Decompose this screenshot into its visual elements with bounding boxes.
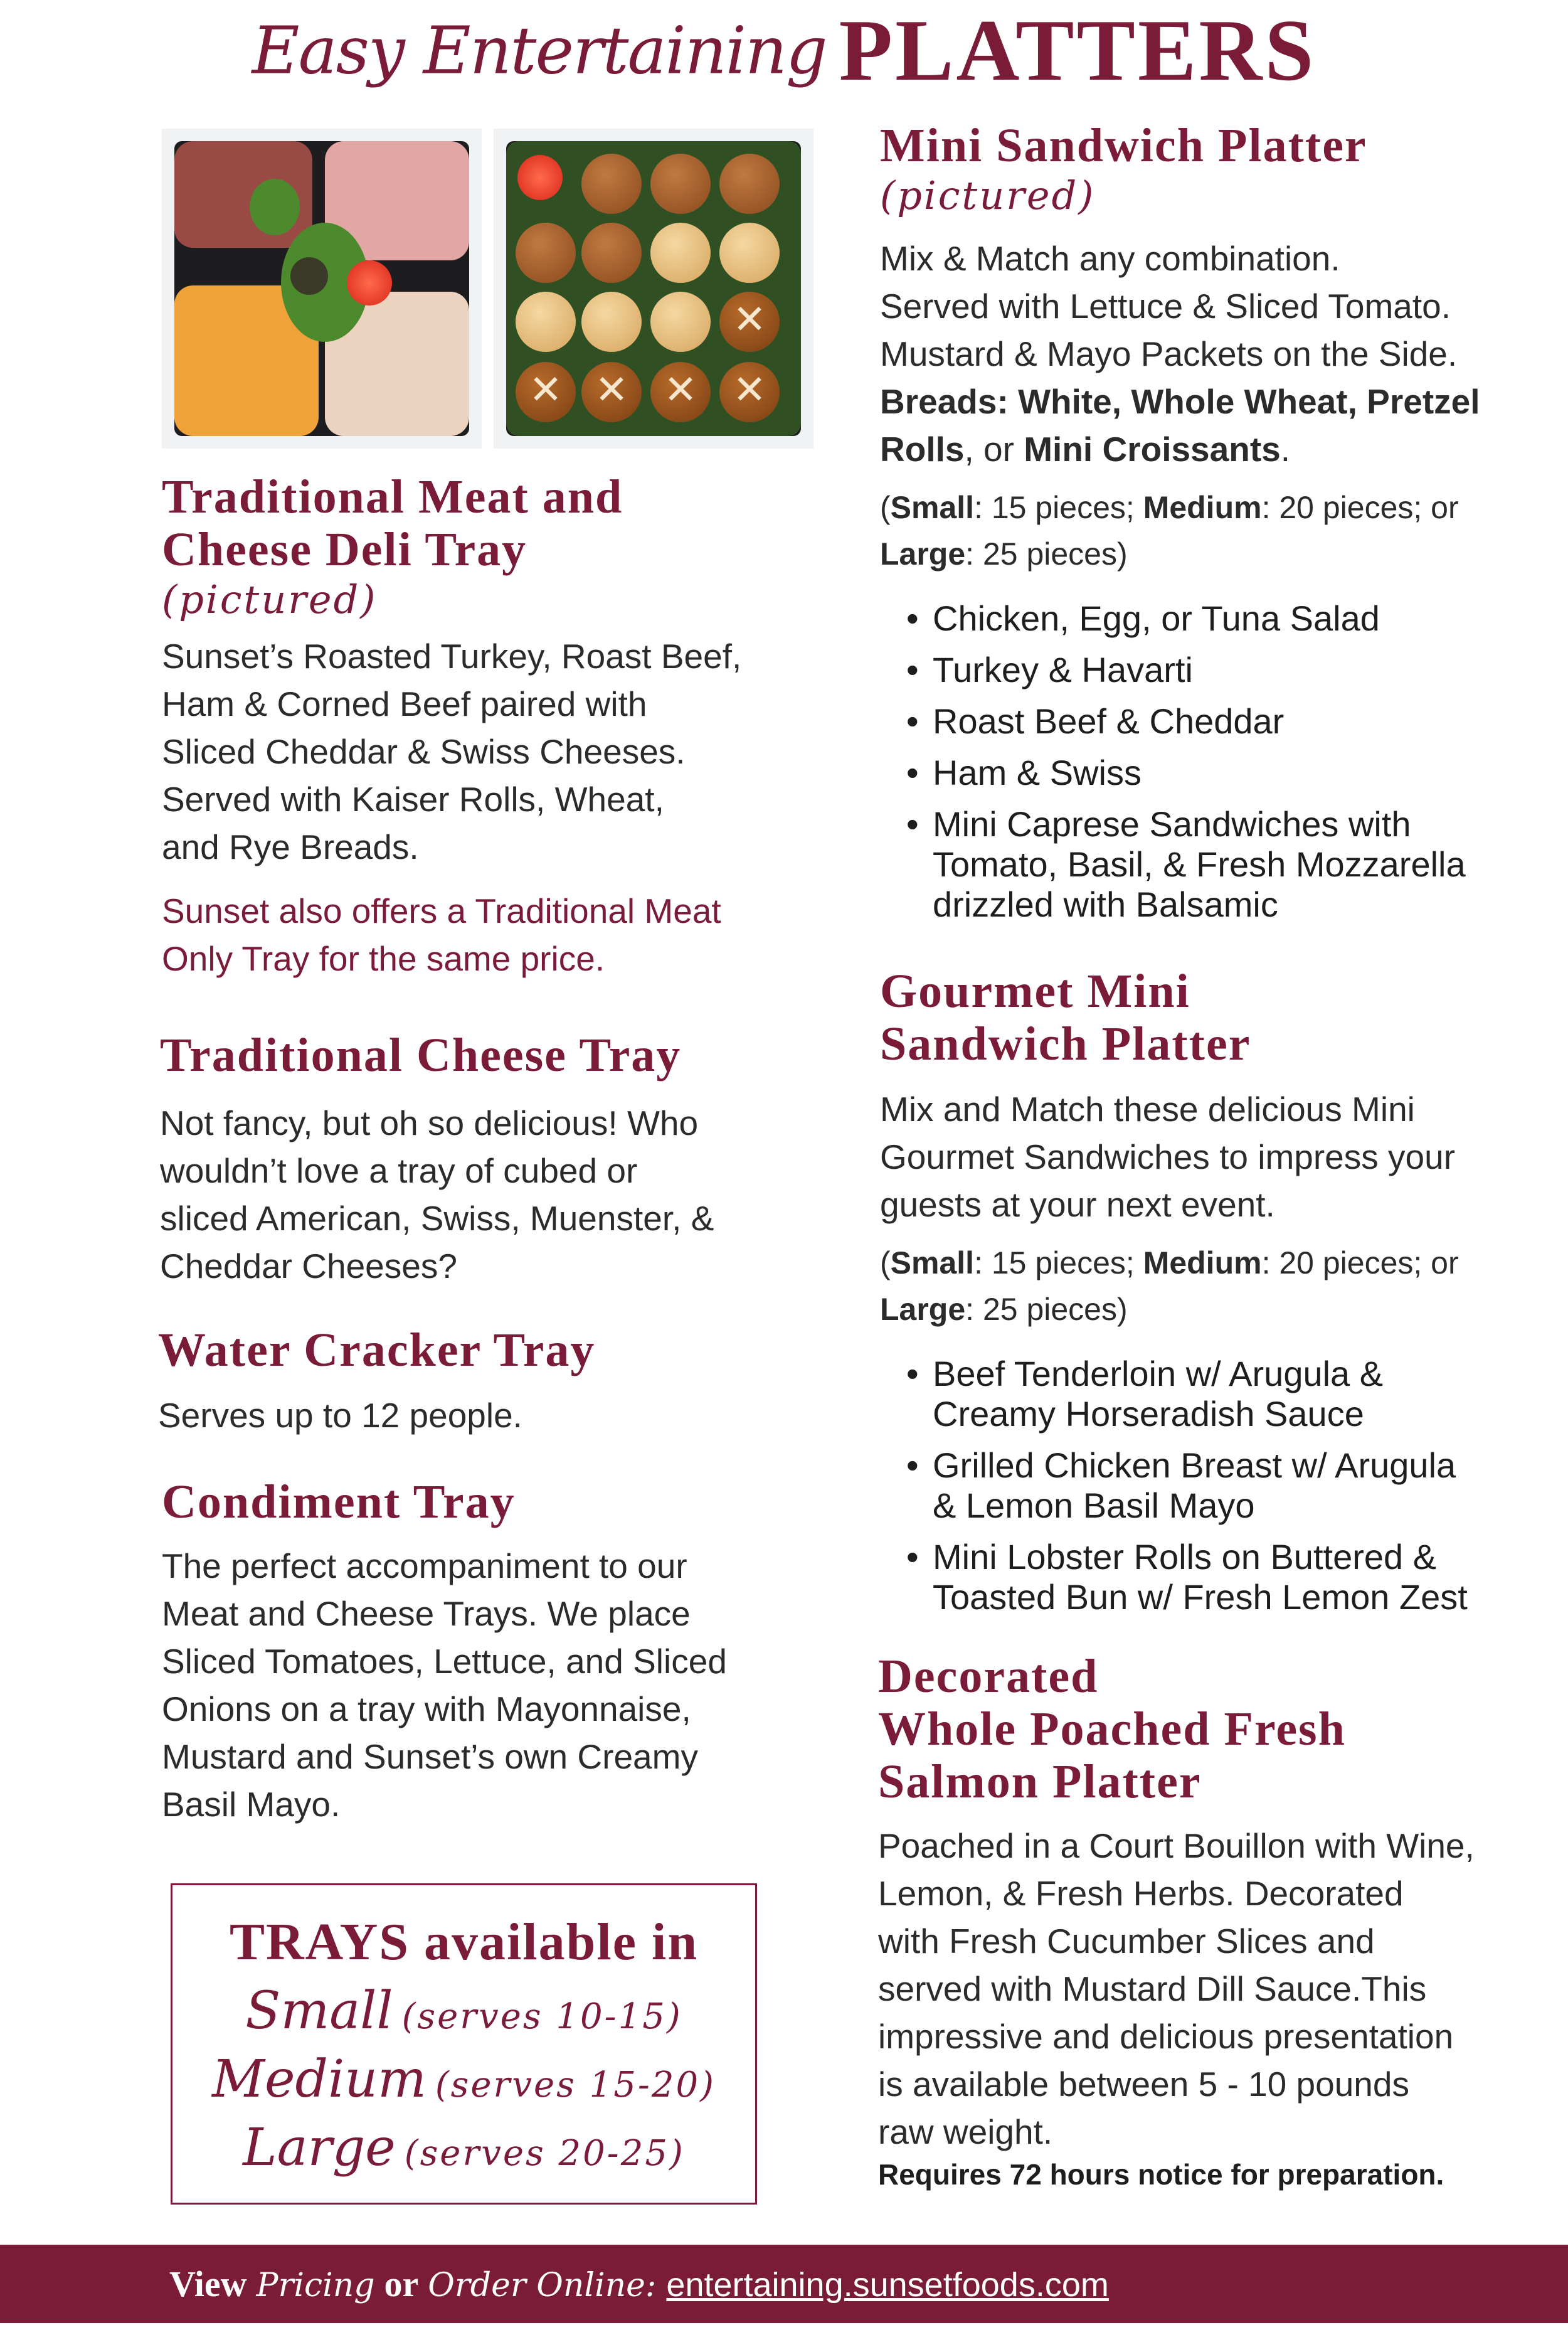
mini-sandwich-list xyxy=(903,599,1545,925)
deli-tray-title-line1: Traditional Meat and xyxy=(162,471,623,523)
medium-label: Medium xyxy=(1143,1245,1262,1280)
salmon-description xyxy=(878,1822,1555,2156)
paren: ( xyxy=(880,490,891,525)
breads-croissants: Mini Croissants xyxy=(1024,430,1281,469)
gourmet-list xyxy=(903,1354,1545,1617)
desc-line: Sunset’s Roasted Turkey, Roast Beef, xyxy=(162,637,742,676)
page-title xyxy=(0,0,1568,99)
item-line: Creamy Horseradish Sauce xyxy=(933,1394,1364,1434)
desc-line: Mustard & Mayo Packets on the Side. xyxy=(880,334,1458,373)
tomato-rose-garnish xyxy=(347,260,392,306)
wheat-roll xyxy=(719,154,780,214)
breads-end: . xyxy=(1280,430,1291,469)
footer-or: or xyxy=(384,2264,419,2304)
breads-or: , or xyxy=(964,430,1024,469)
cheese-tray-section xyxy=(160,1029,787,1290)
wheat-roll xyxy=(650,154,711,214)
deli-tray-description xyxy=(162,632,789,871)
note-line: Only Tray for the same price. xyxy=(162,939,605,978)
footer-view: View xyxy=(169,2264,247,2304)
item-line: • Grilled Chicken Breast w/ Arugula xyxy=(933,1445,1456,1485)
condiment-tray-section xyxy=(162,1476,789,1828)
desc-line: Served with Lettuce & Sliced Tomato. xyxy=(880,287,1451,326)
white-roll xyxy=(650,223,711,283)
size-serves: (serves 10-15) xyxy=(401,1996,682,2037)
desc-line: Mustard and Sunset’s own Creamy xyxy=(162,1737,698,1776)
small-label: Small xyxy=(890,1245,975,1280)
note-line: Sunset also offers a Traditional Meat xyxy=(162,891,721,930)
small-value: : 15 pieces; xyxy=(974,490,1143,525)
large-label: Large xyxy=(880,536,966,572)
salmon-title-line2: Whole Poached Fresh xyxy=(878,1703,1346,1755)
desc-line: raw weight. xyxy=(878,2112,1053,2151)
wheat-roll xyxy=(581,154,642,214)
mini-sandwich-description xyxy=(880,235,1545,473)
size-name: Large xyxy=(243,2118,396,2178)
desc-line: Served with Kaiser Rolls, Wheat, xyxy=(162,780,664,819)
deli-tray-section xyxy=(162,471,789,982)
mini-sandwich-title: Mini Sandwich Platter xyxy=(880,119,1367,172)
footer-cta xyxy=(169,2245,1109,2323)
deli-tray-pictured: (pictured) xyxy=(162,577,378,622)
desc-line: Lemon, & Fresh Herbs. Decorated xyxy=(878,1874,1404,1913)
condiment-tray-title: Condiment Tray xyxy=(162,1476,516,1528)
size-name: Medium xyxy=(212,2050,426,2109)
title-main: PLATTERS xyxy=(839,2,1316,99)
desc-line: Sliced Tomatoes, Lettuce, and Sliced xyxy=(162,1642,727,1681)
item-line: Toasted Bun w/ Fresh Lemon Zest xyxy=(933,1577,1468,1617)
list-item xyxy=(903,1354,1545,1434)
meat-cheese-tray-photo xyxy=(162,129,482,449)
small-value: : 15 pieces; xyxy=(974,1245,1143,1280)
desc-line: and Rye Breads. xyxy=(162,827,419,866)
gourmet-sizes xyxy=(880,1240,1545,1333)
salmon-platter-section xyxy=(878,1650,1555,2193)
mini-sandwich-section xyxy=(880,119,1545,936)
pretzel-roll xyxy=(650,362,711,422)
size-serves: (serves 20-25) xyxy=(404,2133,685,2174)
salmon-title-line3: Salmon Platter xyxy=(878,1755,1202,1808)
footer-pricing: Pricing xyxy=(256,2267,375,2304)
cracker-tray-title: Water Cracker Tray xyxy=(158,1324,596,1376)
cracker-tray-description: Serves up to 12 people. xyxy=(158,1396,522,1435)
title-script: Easy Entertaining xyxy=(252,12,827,89)
cracker-tray-section xyxy=(158,1324,785,1439)
desc-line: Poached in a Court Bouillon with Wine, xyxy=(878,1826,1475,1865)
footer-url-link[interactable]: entertaining.sunsetfoods.com xyxy=(666,2266,1109,2304)
tray-size-medium xyxy=(172,2050,755,2109)
tray-size-small xyxy=(172,1981,755,2041)
paren: ( xyxy=(880,1245,891,1280)
medium-value: : 20 pieces; or xyxy=(1261,490,1459,525)
desc-line: Basil Mayo. xyxy=(162,1785,341,1824)
large-value: : 25 pieces) xyxy=(965,1292,1128,1327)
condiment-tray-description xyxy=(162,1542,789,1828)
white-roll xyxy=(581,292,642,352)
desc-line: guests at your next event. xyxy=(880,1185,1275,1224)
cheese-tray-description xyxy=(160,1099,787,1290)
tray-size-large xyxy=(172,2118,755,2178)
desc-line: Not fancy, but oh so delicious! Who xyxy=(160,1104,699,1142)
desc-line: Onions on a tray with Mayonnaise, xyxy=(162,1689,691,1728)
kale-garnish xyxy=(250,179,300,235)
cheese-tray-title: Traditional Cheese Tray xyxy=(160,1029,682,1082)
desc-line: Mix and Match these delicious Mini xyxy=(880,1090,1415,1129)
desc-line: wouldn’t love a tray of cubed or xyxy=(160,1151,638,1190)
list-item: • Ham & Swiss xyxy=(903,753,1545,793)
desc-line: Gourmet Sandwiches to impress your xyxy=(880,1137,1456,1176)
list-item: • Roast Beef & Cheddar xyxy=(903,701,1545,742)
desc-line: sliced American, Swiss, Muenster, & xyxy=(160,1199,714,1238)
list-item xyxy=(903,804,1545,925)
size-name: Small xyxy=(245,1981,393,2041)
mini-sandwich-platter-photo xyxy=(494,129,813,449)
desc-line: Meat and Cheese Trays. We place xyxy=(162,1594,691,1633)
mini-sandwich-pictured: (pictured) xyxy=(880,173,1096,218)
list-item xyxy=(903,1445,1545,1526)
olives xyxy=(290,257,328,295)
breads-rolls: Rolls xyxy=(880,430,965,469)
gourmet-description xyxy=(880,1085,1545,1228)
meat-only-tray-note xyxy=(162,887,789,982)
white-roll xyxy=(516,292,576,352)
desc-line: The perfect accompaniment to our xyxy=(162,1546,687,1585)
gourmet-sandwich-section xyxy=(880,965,1545,1629)
item-line: • Mini Caprese Sandwiches with xyxy=(933,804,1411,844)
tray-sizes-box xyxy=(171,1883,757,2205)
wheat-roll xyxy=(581,223,642,283)
mini-sandwich-sizes xyxy=(880,484,1545,577)
desc-line: Sliced Cheddar & Swiss Cheeses. xyxy=(162,732,686,771)
deli-tray-title-line2: Cheese Deli Tray xyxy=(162,523,527,576)
medium-label: Medium xyxy=(1143,490,1262,525)
pretzel-roll xyxy=(581,362,642,422)
pretzel-roll xyxy=(719,362,780,422)
salmon-notice: Requires 72 hours notice for preparation. xyxy=(878,2158,1444,2191)
item-line: Tomato, Basil, & Fresh Mozzarella xyxy=(933,844,1466,884)
tomato-rose-garnish xyxy=(517,155,563,200)
item-line: • Beef Tenderloin w/ Arugula & xyxy=(933,1354,1384,1393)
breads-line-1 xyxy=(880,378,1545,425)
white-roll xyxy=(650,292,711,352)
pretzel-roll xyxy=(719,292,780,352)
desc-line: impressive and delicious presentation xyxy=(878,2017,1454,2056)
footer-bar xyxy=(0,2245,1568,2323)
large-value: : 25 pieces) xyxy=(965,536,1128,572)
medium-value: : 20 pieces; or xyxy=(1261,1245,1459,1280)
item-line: • Mini Lobster Rolls on Buttered & xyxy=(933,1537,1437,1577)
gourmet-title-line2: Sandwich Platter xyxy=(880,1018,1251,1070)
breads-line-2 xyxy=(880,425,1545,473)
white-roll xyxy=(719,223,780,283)
salmon-title-line1: Decorated xyxy=(878,1650,1099,1703)
small-label: Small xyxy=(890,490,975,525)
footer-order: Order Online: xyxy=(428,2267,657,2304)
size-serves: (serves 15-20) xyxy=(435,2065,716,2105)
desc-line: with Fresh Cucumber Slices and xyxy=(878,1922,1375,1961)
tray-sizes-heading: TRAYS available in xyxy=(229,1913,699,1971)
pretzel-roll xyxy=(516,362,576,422)
item-line: drizzled with Balsamic xyxy=(933,885,1278,924)
desc-line: served with Mustard Dill Sauce.This xyxy=(878,1969,1427,2008)
desc-line: Cheddar Cheeses? xyxy=(160,1247,457,1285)
gourmet-title-line1: Gourmet Mini xyxy=(880,965,1190,1018)
desc-line: is available between 5 - 10 pounds xyxy=(878,2065,1409,2104)
breads-list: : White, Whole Wheat, Pretzel xyxy=(997,382,1480,421)
breads-label: Breads xyxy=(880,382,997,421)
list-item: • Chicken, Egg, or Tuna Salad xyxy=(903,599,1545,639)
large-label: Large xyxy=(880,1292,966,1327)
list-item: • Turkey & Havarti xyxy=(903,650,1545,690)
wheat-roll xyxy=(516,223,576,283)
desc-line: Mix & Match any combination. xyxy=(880,239,1340,278)
list-item xyxy=(903,1537,1545,1617)
item-line: & Lemon Basil Mayo xyxy=(933,1486,1255,1525)
desc-line: Ham & Corned Beef paired with xyxy=(162,684,647,723)
